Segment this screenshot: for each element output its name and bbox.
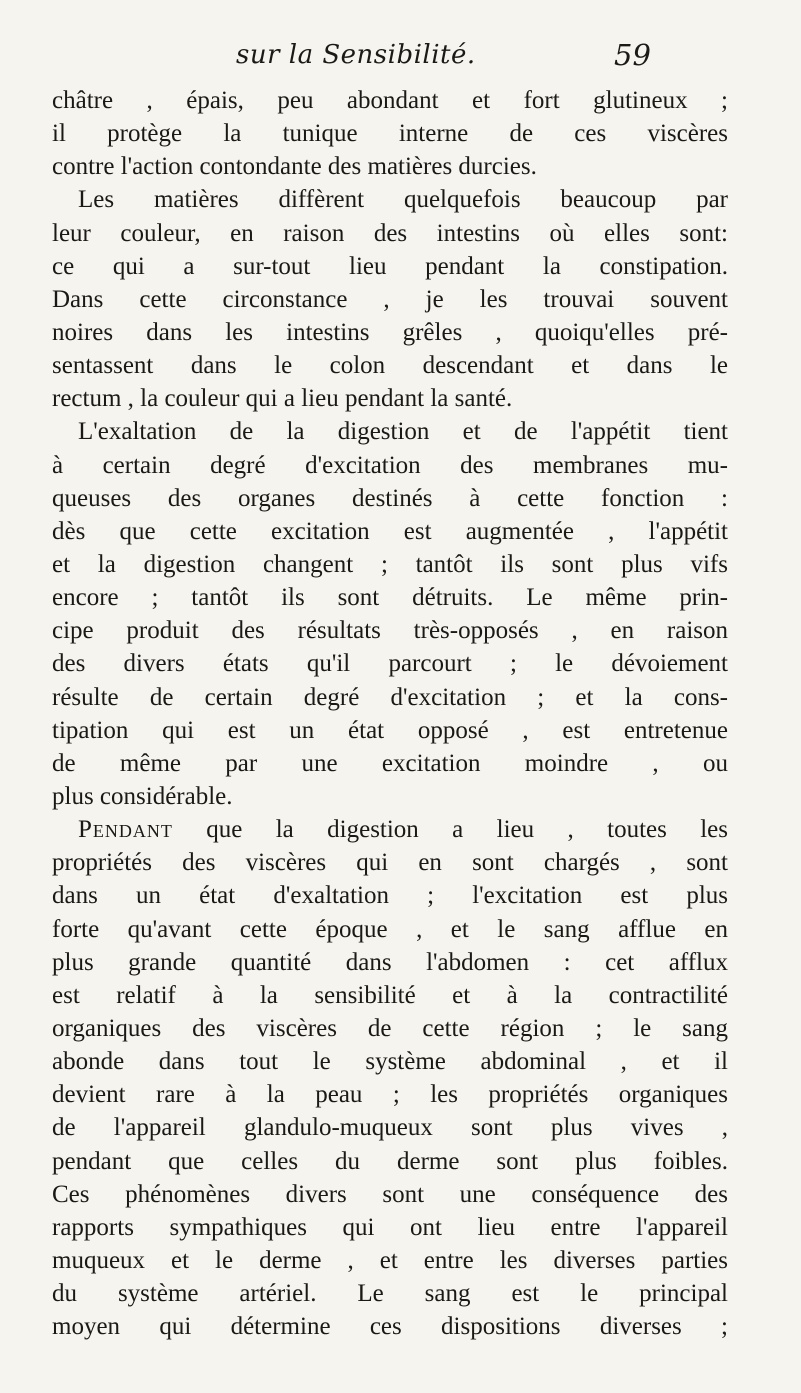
text-line: tipation qui est un état opposé , est entretenue: [52, 716, 728, 744]
text-line: rectum , la couleur qui a lieu pendant la santé.: [52, 385, 513, 413]
text-line: dans un état d'exaltation ; l'excitation est plus: [52, 882, 728, 910]
text-line: propriétés des viscères qui en sont chargés , sont: [52, 849, 728, 877]
text-line: muqueux et le derme , et entre les diverses parties: [52, 1246, 728, 1274]
text-line: L'exaltation de la digestion et de l'appétit tient: [78, 418, 728, 446]
text-line: des divers états qu'il parcourt ; le dévoiement: [52, 650, 728, 678]
text-line: à certain degré d'excitation des membranes mu-: [52, 451, 728, 479]
text-line: de l'appareil glandulo-muqueux sont plus vives ,: [52, 1114, 728, 1142]
text-line: noires dans les intestins grêles , quoiqu'elles pré-: [52, 318, 728, 346]
text-line: Les matières diffèrent quelquefois beaucoup par: [78, 186, 728, 214]
running-title: sur la Sensibilité.: [236, 40, 476, 70]
text-line: est relatif à la sensibilité et à la contractilité: [52, 981, 728, 1009]
text-line: rapports sympathiques qui ont lieu entre l'appareil: [52, 1213, 728, 1241]
text-line: châtre , épais, peu abondant et fort glutineux ;: [52, 87, 728, 114]
text-line: moyen qui détermine ces dispositions diverses ;: [52, 1313, 728, 1341]
text-line: [52, 813, 728, 846]
text-line: cipe produit des résultats très-opposés , en raison: [52, 617, 728, 645]
text-line: et la digestion changent ; tantôt ils sont plus vifs: [52, 550, 728, 578]
text-line: encore ; tantôt ils sont détruits. Le même prin-: [52, 584, 728, 612]
page-number: 59: [614, 38, 651, 72]
text-line: plus considérable.: [52, 782, 233, 810]
text-line: queuses des organes destinés à cette fonction :: [52, 484, 728, 512]
text-line-rest: que la digestion a lieu , toutes les: [172, 816, 728, 844]
text-line: sentassent dans le colon descendant et dans le: [52, 352, 728, 380]
text-line: Ces phénomènes divers sont une conséquence des: [52, 1180, 728, 1208]
body-text: [52, 84, 728, 1343]
text-line: devient rare à la peau ; les propriétés organiques: [52, 1081, 728, 1109]
text-line: leur couleur, en raison des intestins où elles sont:: [52, 219, 728, 247]
text-line: organiques des viscères de cette région ; le sang: [52, 1014, 728, 1042]
text-line: du système artériel. Le sang est le principal: [52, 1280, 728, 1308]
text-line: dès que cette excitation est augmentée , l'appétit: [52, 517, 728, 545]
text-line: pendant que celles du derme sont plus foibles.: [52, 1147, 728, 1175]
text-line: contre l'action contondante des matières durcies.: [52, 153, 537, 181]
text-line: il protège la tunique interne de ces viscères: [52, 120, 728, 148]
page-header: [0, 40, 801, 80]
text-line: résulte de certain degré d'excitation ; et la cons-: [52, 683, 728, 711]
lead-word: Pendant: [78, 816, 173, 844]
text-line: plus grande quantité dans l'abdomen : cet afflux: [52, 948, 728, 976]
text-line: ce qui a sur-tout lieu pendant la constipation.: [52, 252, 728, 280]
text-line: Dans cette circonstance , je les trouvai souvent: [52, 285, 728, 313]
text-line: forte qu'avant cette époque , et le sang afflue en: [52, 915, 728, 943]
text-line: de même par une excitation moindre , ou: [52, 749, 728, 777]
text-line: abonde dans tout le système abdominal , et il: [52, 1048, 728, 1076]
